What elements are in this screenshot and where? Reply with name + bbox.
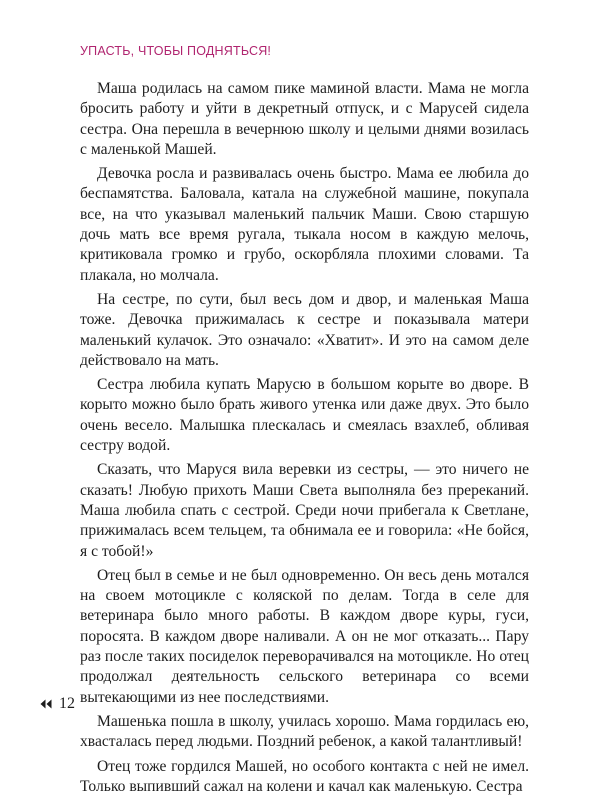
paragraph: Машенька пошла в школу, училась хорошо. Мама гордилась ею, хвасталась перед людьми. Поздний ребенок, а какой талантливый! (80, 712, 529, 753)
paragraph: Сестра любила купать Марусю в большом корыте во дворе. В корыто можно было брать живого утенка или даже двух. Это было очень весело. Малышка плескалась и смеялась взахлеб, обливая сестру водой. (80, 375, 529, 456)
paragraph: Девочка росла и развивалась очень быстро. Мама ее любила до беспамятства. Баловала, катала на служебной машине, покупала все, на что указывал маленький пальчик Маши. Свою старшую дочь мать все время ругала, тыкала носом в каждую мелочь, критиковала громко и грубо, оскорбляла плохими словами. Та плакала, но молчала. (80, 164, 529, 286)
paragraph: На сестре, по сути, был весь дом и двор, и маленькая Маша тоже. Девочка прижималась к сестре и показывала матери маленький кулачок. Это означало: «Хватит». И это на самом деле действовало на мать. (80, 290, 529, 371)
running-header: УПАСТЬ, ЧТОБЫ ПОДНЯТЬСЯ! (80, 44, 271, 58)
page-footer (40, 694, 75, 714)
paragraph: Маша родилась на самом пике маминой власти. Мама не могла бросить работу и уйти в декретный отпуск, и с Марусей сидела сестра. Она перешла в вечернюю школу и целыми днями возилась с маленькой Машей. (80, 79, 529, 160)
double-left-arrow-icon (40, 699, 52, 709)
paragraph: Отец тоже гордился Машей, но особого контакта с ней не имел. Только выпивший сажал на колени и качал как маленькую. Сестра (80, 757, 529, 797)
page-number: 12 (59, 695, 75, 713)
body-text (80, 79, 529, 797)
paragraph: Отец был в семье и не был одновременно. Он весь день мотался на своем мотоцикле с коляской по делам. Тогда в селе для ветеринара было много работы. В каждом дворе куры, гуси, поросята. В каждом дворе наливали. А он не мог отказать... Пару раз после таких посиделок переворачивался на мотоцикле. Но отец продолжал деятельность сельского ветеринара со всеми вытекающими из нее последствиями. (80, 566, 529, 708)
paragraph: Сказать, что Маруся вила веревки из сестры, — это ничего не сказать! Любую прихоть Маши Света выполняла без пререканий. Маша любила спать с сестрой. Среди ночи прибегала к Светлане, прижималась всем тельцем, та обнимала ее и говорила: «Не бойся, я с тобой!» (80, 460, 529, 561)
